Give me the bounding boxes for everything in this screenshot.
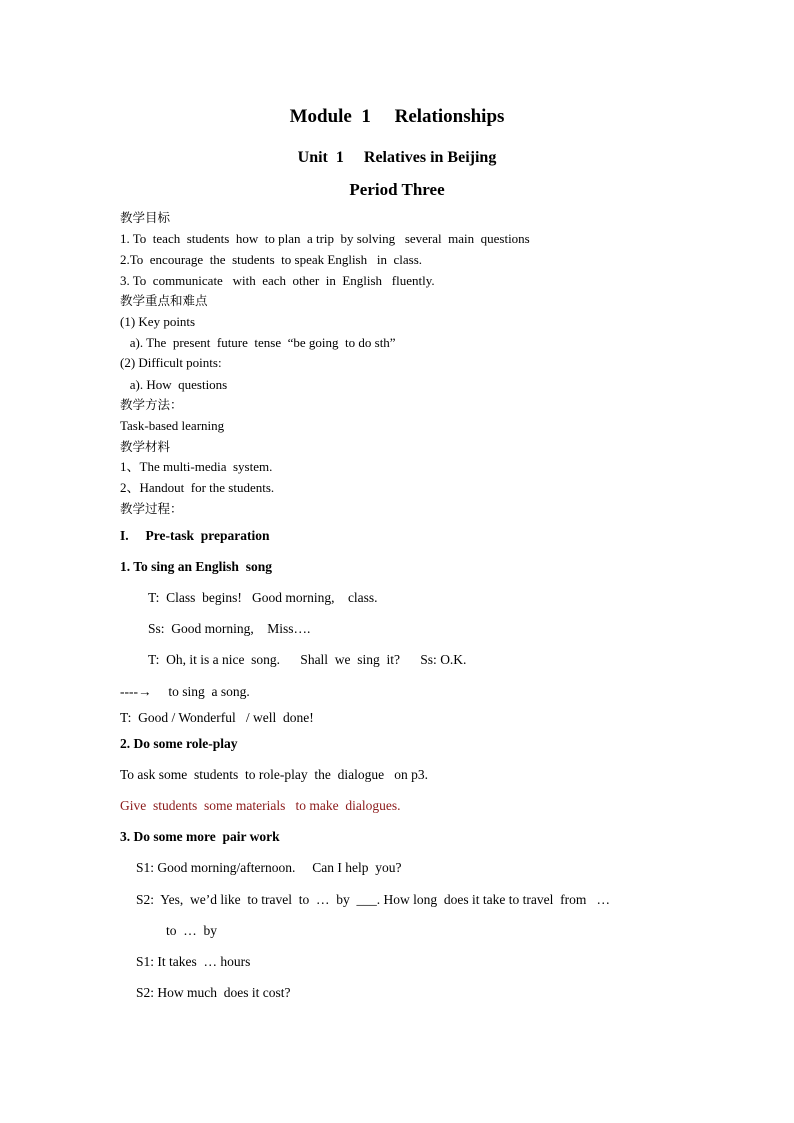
- key-points-label: (1) Key points: [120, 314, 196, 329]
- difficult-point-a: a). How questions: [120, 377, 228, 392]
- praise-line: T: Good / Wonderful / well done!: [120, 710, 314, 725]
- unit-title: Unit 1 Relatives in Beijing: [297, 149, 497, 166]
- material-2: 2、Handout for the students.: [120, 480, 275, 495]
- role-play-heading: 2. Do some role-play: [120, 736, 238, 751]
- dialog-line: S2: Yes, we’d like to travel to … by ___. How long does it take to travel from …: [136, 892, 610, 907]
- key-point-a: a). The present future tense “be going to do sth”: [120, 335, 396, 350]
- teaching-process-heading: 教学过程：: [120, 501, 183, 516]
- objective-1: 1. To teach students how to plan a trip by solving several main questions: [120, 231, 530, 246]
- pair-work-heading: 3. Do some more pair work: [120, 829, 280, 844]
- objective-2: 2.To encourage the students to speak English in class.: [120, 252, 423, 267]
- difficult-points-label: (2) Difficult points:: [120, 355, 222, 370]
- dialog-line: Ss: Good morning, Miss….: [148, 621, 311, 636]
- pre-task-heading: I. Pre-task preparation: [120, 528, 270, 543]
- dialog-line: S1: It takes … hours: [136, 954, 251, 969]
- key-difficult-points-heading: 教学重点和难点: [120, 293, 208, 308]
- arrow-line: ----→ to sing a song.: [120, 684, 250, 699]
- teaching-materials-heading: 教学材料: [120, 439, 171, 454]
- material-1: 1、The multi-media system.: [120, 459, 273, 474]
- dialog-line: S1: Good morning/afternoon. Can I help you?: [136, 860, 402, 875]
- role-play-instruction: To ask some students to role-play the dialogue on p3.: [120, 767, 429, 782]
- dialog-line: to … by: [166, 923, 218, 938]
- role-play-highlight: Give students some materials to make dialogues.: [120, 798, 401, 813]
- teaching-method: Task-based learning: [120, 418, 225, 433]
- teaching-methods-heading: 教学方法：: [120, 397, 183, 412]
- sing-song-heading: 1. To sing an English song: [120, 559, 272, 574]
- dialog-line: T: Oh, it is a nice song. Shall we sing it? Ss: O.K.: [148, 652, 467, 667]
- dialog-line: S2: How much does it cost?: [136, 985, 291, 1000]
- module-title: Module 1 Relationships: [289, 106, 505, 127]
- dialog-line: T: Class begins! Good morning, class.: [148, 590, 378, 605]
- period-title: Period Three: [349, 180, 445, 199]
- teaching-objectives-heading: 教学目标: [120, 210, 171, 225]
- objective-3: 3. To communicate with each other in English fluently.: [120, 273, 435, 288]
